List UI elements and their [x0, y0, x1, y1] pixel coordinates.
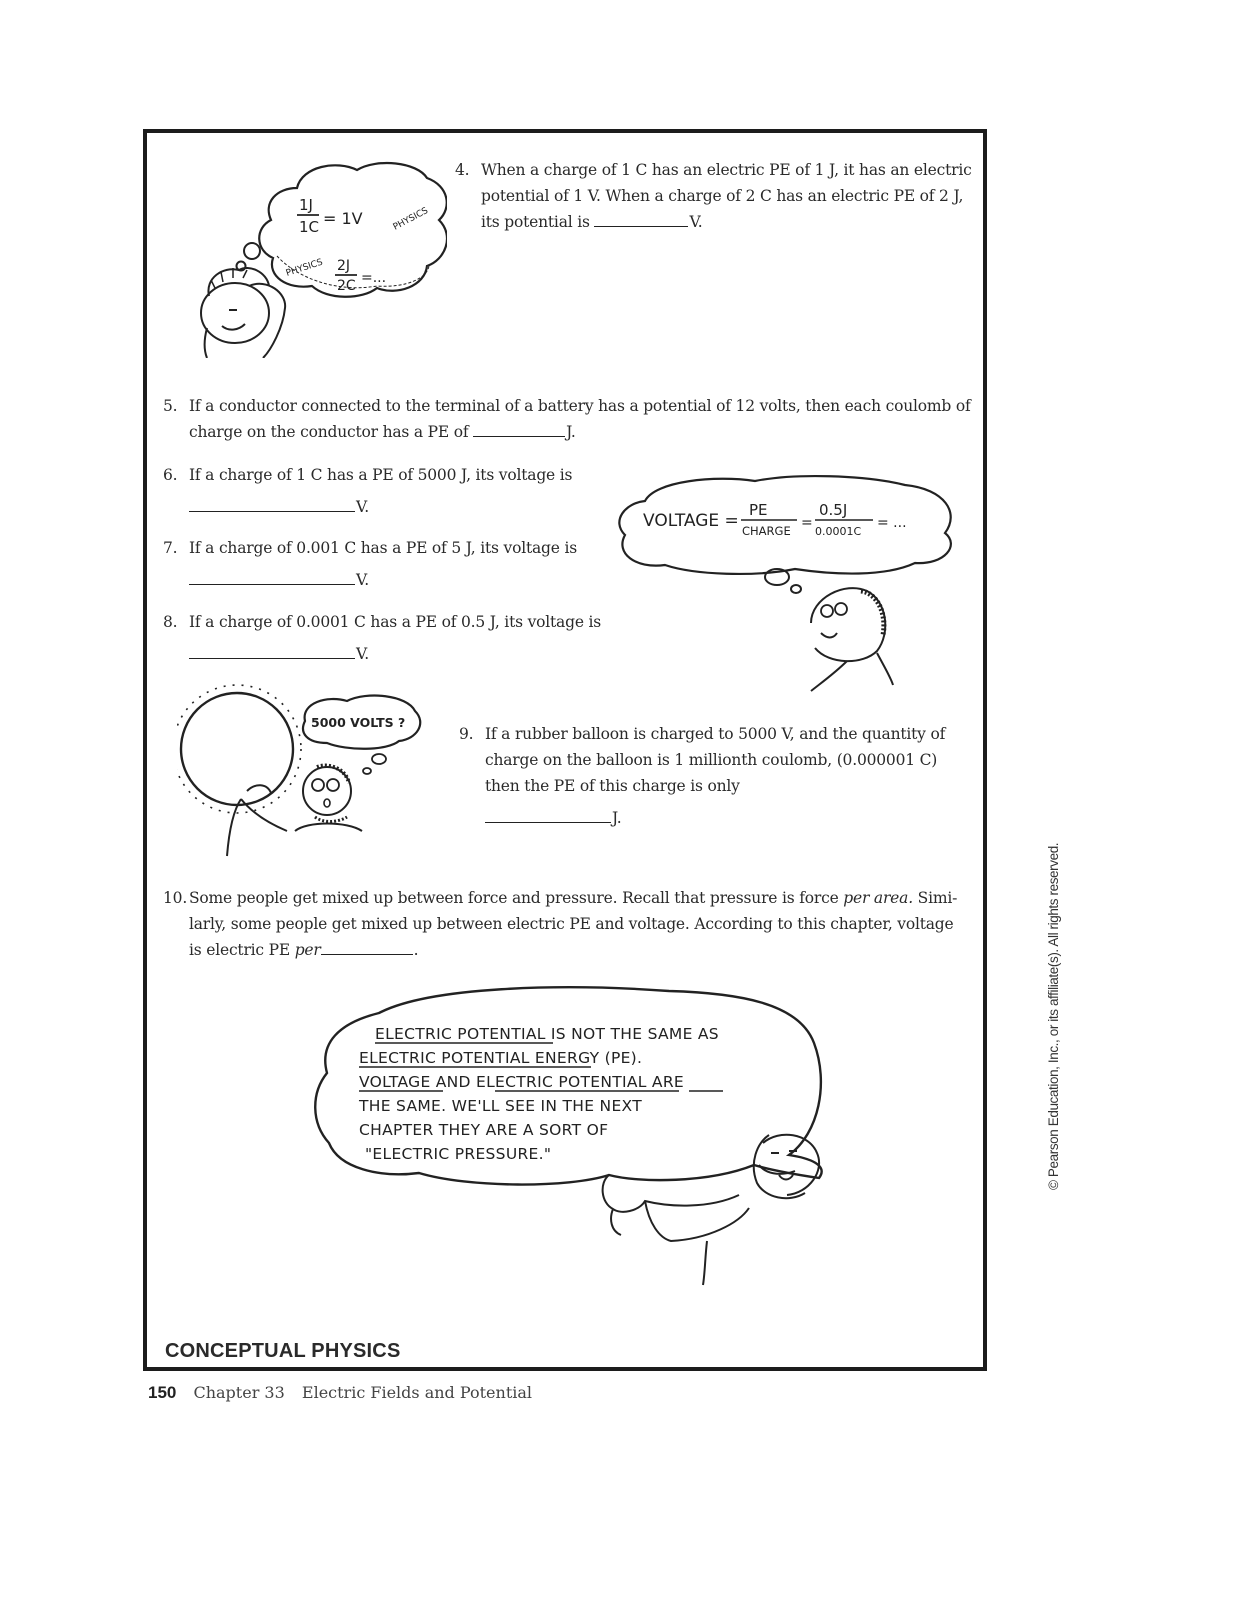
question-10 [163, 885, 969, 963]
question-text: If a charge of 1 C has a PE of 5000 J, its voltage is [189, 466, 573, 484]
formula-numerator: PE [749, 501, 768, 519]
thinking-student-illustration [177, 158, 447, 358]
speech-line-4: THE SAME. WE'LL SEE IN THE NEXT [359, 1097, 642, 1115]
physics-scribble-b: PHYSICS [284, 257, 325, 279]
answer-blank[interactable] [189, 510, 355, 512]
fraction-2-numerator: 2J [337, 258, 351, 274]
question-text: If a conductor connected to the terminal of a battery has a potential of 12 volts, then each coulomb of charge on the conductor has a PE of [189, 397, 971, 441]
voltage-thought-illustration [615, 473, 960, 693]
speech-line-6: "ELECTRIC PRESSURE." [365, 1145, 552, 1163]
fraction-1-denominator: 1C [299, 218, 320, 236]
question-8 [163, 609, 619, 667]
question-6 [163, 462, 609, 520]
answer-blank[interactable] [321, 953, 413, 955]
question-text: If a charge of 0.001 C has a PE of 5 J, its voltage is [189, 539, 577, 557]
question-number: 8. [163, 613, 178, 631]
question-number: 5. [163, 397, 178, 415]
speech-bubble-illustration [309, 983, 839, 1293]
formula-denominator: CHARGE [742, 524, 791, 538]
question-text: When a charge of 1 C has an electric PE of 1 J, it has an electric potential of 1 V. When a charge of 2 C has an electric PE of 2 J, its potential is [481, 161, 972, 231]
question-5 [163, 393, 979, 445]
formula-equals: = [801, 515, 813, 531]
question-italic: per area. [843, 889, 913, 907]
page-footer [148, 1383, 532, 1403]
question-italic-per: per [294, 941, 321, 959]
answer-blank[interactable] [485, 821, 611, 823]
balloon-thought-text: 5000 VOLTS ? [311, 715, 406, 730]
speech-line-2: ELECTRIC POTENTIAL ENERGY (PE). [359, 1049, 643, 1067]
voltage-label: VOLTAGE = [643, 511, 739, 531]
question-4 [455, 157, 981, 235]
formula-tail: = ... [877, 515, 907, 531]
unit-label: V. [356, 571, 370, 589]
chapter-title: Electric Fields and Potential [301, 1383, 533, 1402]
question-number: 9. [459, 725, 474, 743]
answer-blank[interactable] [189, 657, 355, 659]
speech-line-5: CHAPTER THEY ARE A SORT OF [359, 1121, 609, 1139]
unit-label: V. [356, 645, 370, 663]
unit-label: J. [566, 423, 576, 441]
page-number: 150 [148, 1383, 177, 1402]
balloon-illustration [177, 681, 427, 861]
question-text: If a charge of 0.0001 C has a PE of 0.5 J, its voltage is [189, 613, 602, 631]
unit-label: V. [689, 213, 703, 231]
copyright-notice: © Pearson Education, Inc., or its affiliate(s). All rights reserved. [1046, 842, 1061, 1190]
unit-label: V. [356, 498, 370, 516]
formula-value-numerator: 0.5J [819, 501, 848, 519]
answer-blank[interactable] [189, 583, 355, 585]
sentence-end: . [413, 941, 419, 959]
question-number: 10. [163, 889, 188, 907]
speech-line-1: ELECTRIC POTENTIAL IS NOT THE SAME AS [375, 1025, 719, 1043]
question-number: 7. [163, 539, 178, 557]
question-text-cont: Simi-larly, some people get mixed up between electric PE and voltage. According to this chapter, voltage is electric PE [189, 889, 958, 959]
question-text: Some people get mixed up between force and pressure. Recall that pressure is force [189, 889, 844, 907]
speech-line-3: VOLTAGE AND ELECTRIC POTENTIAL ARE [359, 1073, 684, 1091]
formula-value-denominator: 0.0001C [815, 525, 862, 538]
brand-label: CONCEPTUAL PHYSICS [165, 1340, 401, 1362]
physics-scribble-a: PHYSICS [391, 205, 431, 233]
fraction-1-result: = 1V [323, 209, 363, 228]
worksheet-frame [143, 129, 987, 1371]
answer-blank[interactable] [473, 435, 565, 437]
fraction-1-numerator: 1J [299, 196, 313, 214]
question-text: If a rubber balloon is charged to 5000 V, and the quantity of charge on the balloon is 1 millionth coulomb, (0.000001 C) then the PE of this charge is only [485, 725, 946, 795]
question-number: 6. [163, 466, 178, 484]
question-9 [459, 721, 965, 831]
answer-blank[interactable] [594, 225, 688, 227]
chapter-label: Chapter 33 [193, 1383, 285, 1402]
unit-label: J. [612, 809, 622, 827]
question-number: 4. [455, 161, 470, 179]
fraction-2-denominator: 2C [337, 278, 356, 294]
fraction-2-result: =... [361, 270, 387, 286]
question-7 [163, 535, 609, 593]
